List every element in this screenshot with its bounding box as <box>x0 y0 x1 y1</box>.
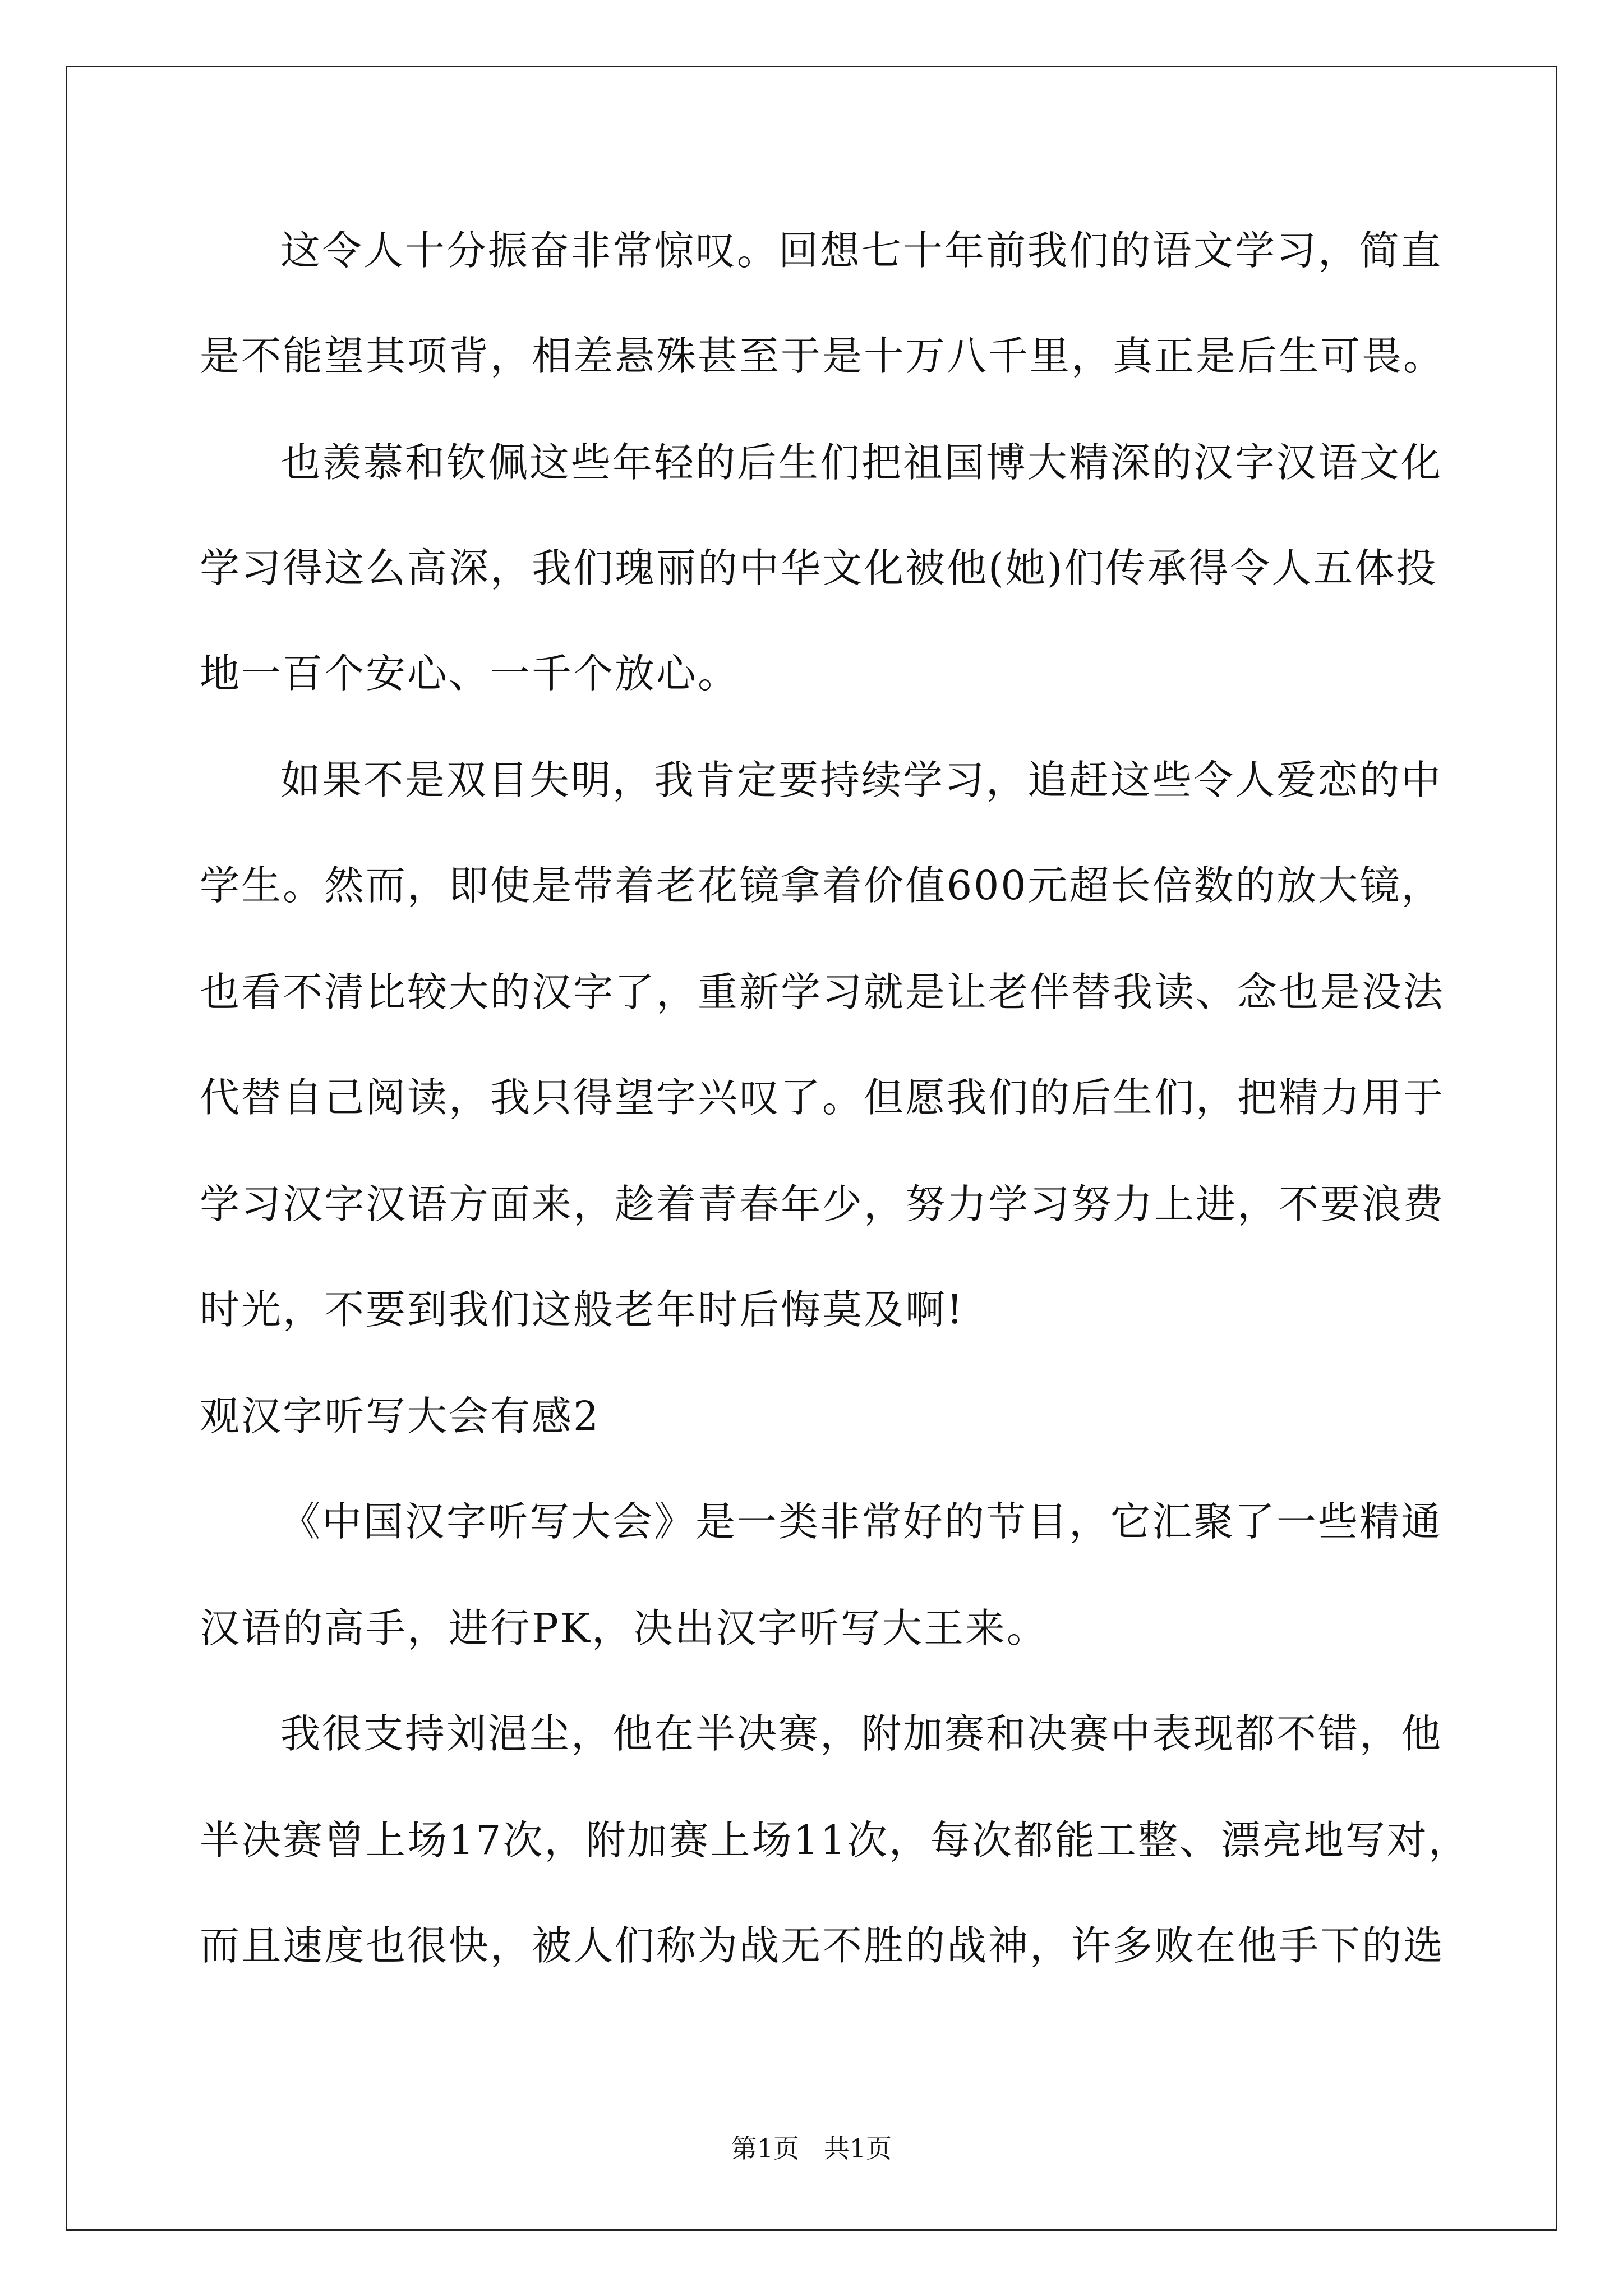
section-heading: 观汉字听写大会有感2 <box>200 1393 601 1439</box>
paragraph-3-line-2: 学生。然而，即使是带着老花镜拿着价值600元超长倍数的放大镜， <box>200 862 1443 909</box>
paragraph-4-line-2: 汉语的高手，进行PK，决出汉字听写大王来。 <box>200 1605 1048 1651</box>
paragraph-5-line-2: 半决赛曾上场17次，附加赛上场11次，每次都能工整、漂亮地写对， <box>200 1817 1470 1864</box>
paragraph-3-line-1: 如果不是双目失明，我肯定要持续学习，追赶这些令人爱恋的中 <box>280 757 1443 803</box>
paragraph-1-line-1: 这令人十分振奋非常惊叹。回想七十年前我们的语文学习，简直 <box>280 227 1443 274</box>
paragraph-3-line-3: 也看不清比较大的汉字了，重新学习就是让老伴替我读、念也是没法 <box>200 969 1445 1015</box>
paragraph-2-line-3: 地一百个安心、一千个放心。 <box>200 650 740 697</box>
page-border <box>66 66 1557 2231</box>
paragraph-1-line-2: 是不能望其项背，相差悬殊甚至于是十万八千里，真正是后生可畏。 <box>200 333 1445 379</box>
paragraph-4-line-1: 《中国汉字听写大会》是一类非常好的节目，它汇聚了一些精通 <box>280 1498 1443 1545</box>
paragraph-5-line-1: 我很支持刘浥尘，他在半决赛，附加赛和决赛中表现都不错，他 <box>280 1710 1443 1757</box>
paragraph-3-line-6: 时光，不要到我们这般老年时后悔莫及啊! <box>200 1286 965 1333</box>
paragraph-5-line-3: 而且速度也很快，被人们称为战无不胜的战神，许多败在他手下的选 <box>200 1922 1445 1969</box>
paragraph-3-line-4: 代替自己阅读，我只得望字兴叹了。但愿我们的后生们，把精力用于 <box>200 1074 1445 1121</box>
paragraph-2-line-1: 也羡慕和钦佩这些年轻的后生们把祖国博大精深的汉字汉语文化 <box>280 439 1443 486</box>
page-number-footer: 第1页 共1页 <box>731 2133 892 2164</box>
paragraph-3-line-5: 学习汉字汉语方面来，趁着青春年少，努力学习努力上进，不要浪费 <box>200 1181 1445 1227</box>
paragraph-2-line-2: 学习得这么高深，我们瑰丽的中华文化被他(她)们传承得令人五体投 <box>200 545 1438 591</box>
